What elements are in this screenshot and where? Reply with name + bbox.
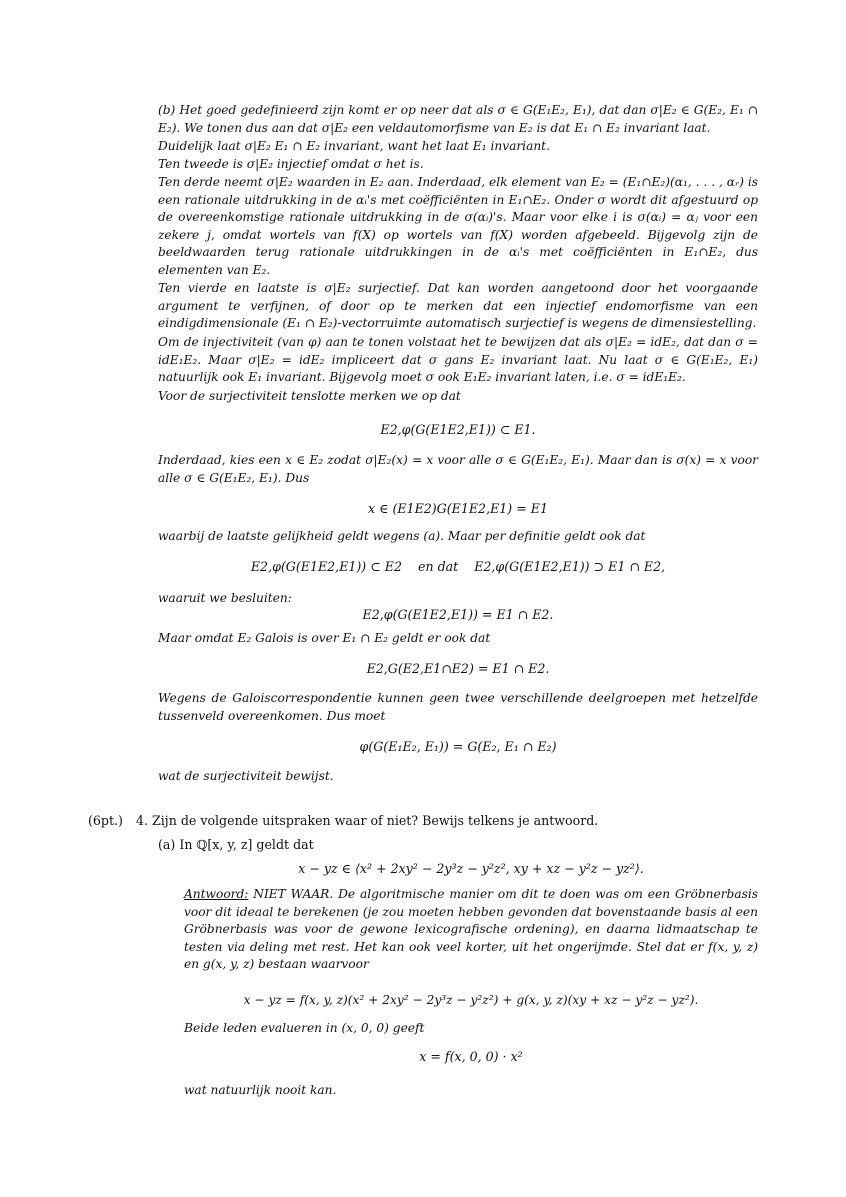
paragraph-injectivity-phi: Om de injectiviteit (van φ) aan te tonen volstaat het te bewijzen dat als σ|E₂ = idE₂, dat dan σ = idE₁E₂. Maar σ|E₂ = idE₂ impliceert dat σ gans E₂ invariant laat. Nu laat σ ∈ G(E₁E₂, E₁) natuurlijk ook E₁ invariant. Bijgevolg moet σ ook E₁E₂ invariant laten, i.e. σ = idE₁E₂. [158, 335, 758, 384]
inclusion-right: E2,φ(G(E1E2,E1)) ⊃ E1 ∩ E2, [474, 559, 666, 574]
answer-label: Antwoord: [184, 887, 249, 901]
inclusion-connector: en dat [418, 559, 459, 574]
answer-4a [184, 886, 758, 974]
paragraph-surjectivity-proved: wat de surjectiviteit bewijst. [158, 769, 334, 783]
paragraph-values-in-e2: Ten derde neemt σ|E₂ waarden in E₂ aan. Inderdaad, elk element van E₂ = (E₁∩E₂)(α₁, . . . , αᵣ) is een rationale uitdrukking in de αᵢ's met coëfficiënten in E₁∩E₂. Onder σ wordt dit afgestuurd op de overeenkomstige rationale uitdrukking in de σ(αᵢ)'s. Maar voor elke i is σ(αᵢ) = αⱼ voor een zekere j, omdat wortels van f(X) op wortels van f(X) worden afgebeeld. Bijgevolg zijn de beeldwaarden terug rationale uitdrukkingen in de αᵢ's met coëfficiënten in E₁∩E₂, dus elementen van E₂. [158, 175, 758, 277]
paragraph-injective: Ten tweede is σ|E₂ injectief omdat σ het is. [158, 157, 424, 171]
question-4-points: (6pt.) [88, 813, 123, 828]
paragraph-galois-correspondence: Wegens de Galoiscorrespondentie kunnen geen twee verschillende deelgroepen met hetzelfde tussenveld overeenkomen. Dus moet [158, 691, 758, 723]
question-4a-text: (a) In ℚ[x, y, z] geldt dat [158, 837, 314, 852]
paragraph-conclude: waaruit we besluiten: [158, 591, 292, 605]
equation-inclusions [158, 558, 758, 575]
inclusion-left: E2,φ(G(E1E2,E1)) ⊂ E2 [250, 559, 402, 574]
equation-combination: x − yz = f(x, y, z)(x² + 2xy² − 2y³z − y²z²) + g(x, y, z)(xy + xz − y²z − yz²). [243, 993, 699, 1007]
paragraph-surjectivity-intro: Voor de surjectiviteit tenslotte merken we op dat [158, 389, 461, 403]
equation-fixed-field-e1: x ∈ (E1E2)G(E1E2,E1) = E1 [368, 501, 548, 516]
equation-fixed-field-subset: E2,φ(G(E1E2,E1)) ⊂ E1. [380, 422, 536, 437]
paragraph-invariant: Duidelijk laat σ|E₂ E₁ ∩ E₂ invariant, want het laat E₁ invariant. [158, 139, 550, 153]
paragraph-last-equality: waarbij de laatste gelijkheid geldt wegens (a). Maar per definitie geldt ook dat [158, 529, 646, 543]
question-4-text: 4. Zijn de volgende uitspraken waar of niet? Bewijs telkens je antwoord. [136, 813, 599, 828]
equation-phi-image: φ(G(E₁E₂, E₁)) = G(E₂, E₁ ∩ E₂) [359, 739, 557, 754]
paragraph-well-defined: (b) Het goed gedefinieerd zijn komt er op neer dat als σ ∈ G(E₁E₂, E₁), dat dan σ|E₂ ∈ G(E₂, E₁ ∩ E₂). We tonen dus aan dat σ|E₂ een veldautomorfisme van E₂ is dat E₁ ∩ E₂ invariant laat. [158, 103, 758, 135]
equation-galois-fixed-field: E2,G(E2,E1∩E2) = E1 ∩ E2. [366, 661, 550, 676]
paragraph-evaluate: Beide leden evalueren in (x, 0, 0) geeft [184, 1021, 425, 1035]
paragraph-surjective: Ten vierde en laatste is σ|E₂ surjectief. Dat kan worden aangetoond door het voorgaande argument te verfijnen, of door op te merken dat een injectief endomorfisme van een eindigdimensionale (E₁ ∩ E₂)-vectorruimte automatisch surjectief is wegens de dimensiestelling. [158, 281, 758, 330]
equation-contradiction: x = f(x, 0, 0) · x² [419, 1049, 523, 1064]
answer-body: NIET WAAR. De algoritmische manier om dit te doen was om een Gröbnerbasis voor dit ideaal te berekenen (je zou moeten hebben gevonden dat bovenstaande basis al een Gröbnerbasis was voor de gewone lexicografische ordening), en daarna lidmaatschap te testen via deling met rest. Het kan ook veel korter, uit het ongerijmde. Stel dat er f(x, y, z) en g(x, y, z) bestaan waarvoor [184, 887, 759, 971]
paragraph-indeed: Inderdaad, kies een x ∈ E₂ zodat σ|E₂(x) = x voor alle σ ∈ G(E₁E₂, E₁). Maar dan is σ(x) = x voor alle σ ∈ G(E₁E₂, E₁). Dus [158, 453, 758, 485]
paragraph-galois: Maar omdat E₂ Galois is over E₁ ∩ E₂ geldt er ook dat [158, 631, 491, 645]
equation-ideal-membership: x − yz ∈ ⟨x² + 2xy² − 2y³z − y²z², xy + xz − y²z − yz²⟩. [298, 861, 644, 876]
equation-fixed-field-intersection: E2,φ(G(E1E2,E1)) = E1 ∩ E2. [362, 607, 554, 622]
paragraph-impossible: wat natuurlijk nooit kan. [184, 1083, 337, 1097]
